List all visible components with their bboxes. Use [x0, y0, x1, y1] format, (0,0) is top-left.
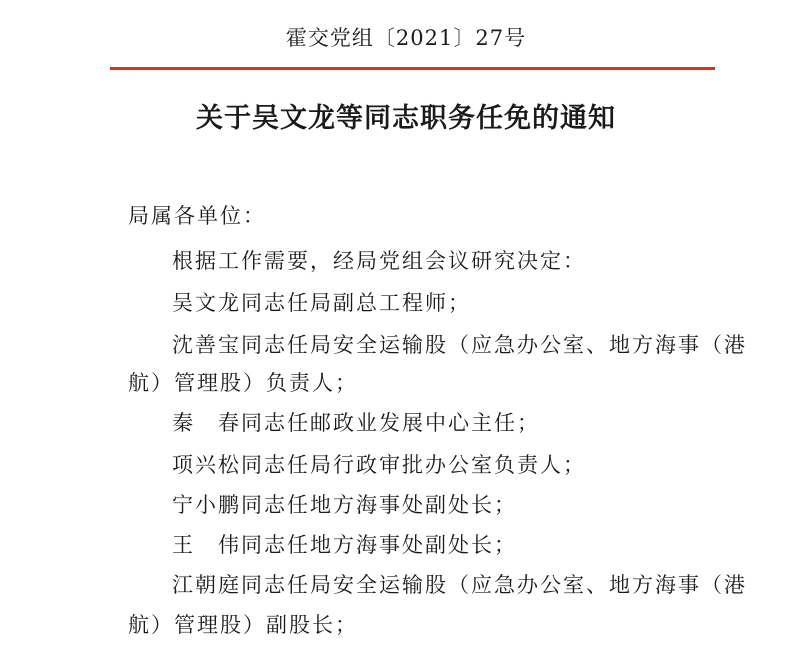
body-line-1: 根据工作需要，经局党组会议研究决定：: [172, 249, 586, 273]
body-line-4: 航）管理股）负责人；: [128, 371, 358, 395]
body-line-9: 江朝庭同志任局安全运输股（应急办公室、地方海事（港: [172, 573, 747, 597]
red-divider: [110, 67, 715, 70]
body-line-8: 王 伟同志任地方海事处副处长；: [172, 533, 517, 557]
body-line-2: 吴文龙同志任局副总工程师；: [172, 291, 471, 315]
body-line-5: 秦 春同志任邮政业发展中心主任；: [172, 411, 540, 435]
body-line-3: 沈善宝同志任局安全运输股（应急办公室、地方海事（港: [172, 333, 747, 357]
salutation: 局属各单位：: [128, 204, 266, 228]
body-line-10: 航）管理股）副股长；: [128, 613, 358, 637]
body-line-7: 宁小鹏同志任地方海事处副处长；: [172, 493, 517, 517]
document-number: 霍交党组〔2021〕27号: [285, 26, 527, 50]
page-title: 关于吴文龙等同志职务任免的通知: [196, 103, 616, 134]
body-line-6: 项兴松同志任局行政审批办公室负责人；: [172, 453, 586, 477]
